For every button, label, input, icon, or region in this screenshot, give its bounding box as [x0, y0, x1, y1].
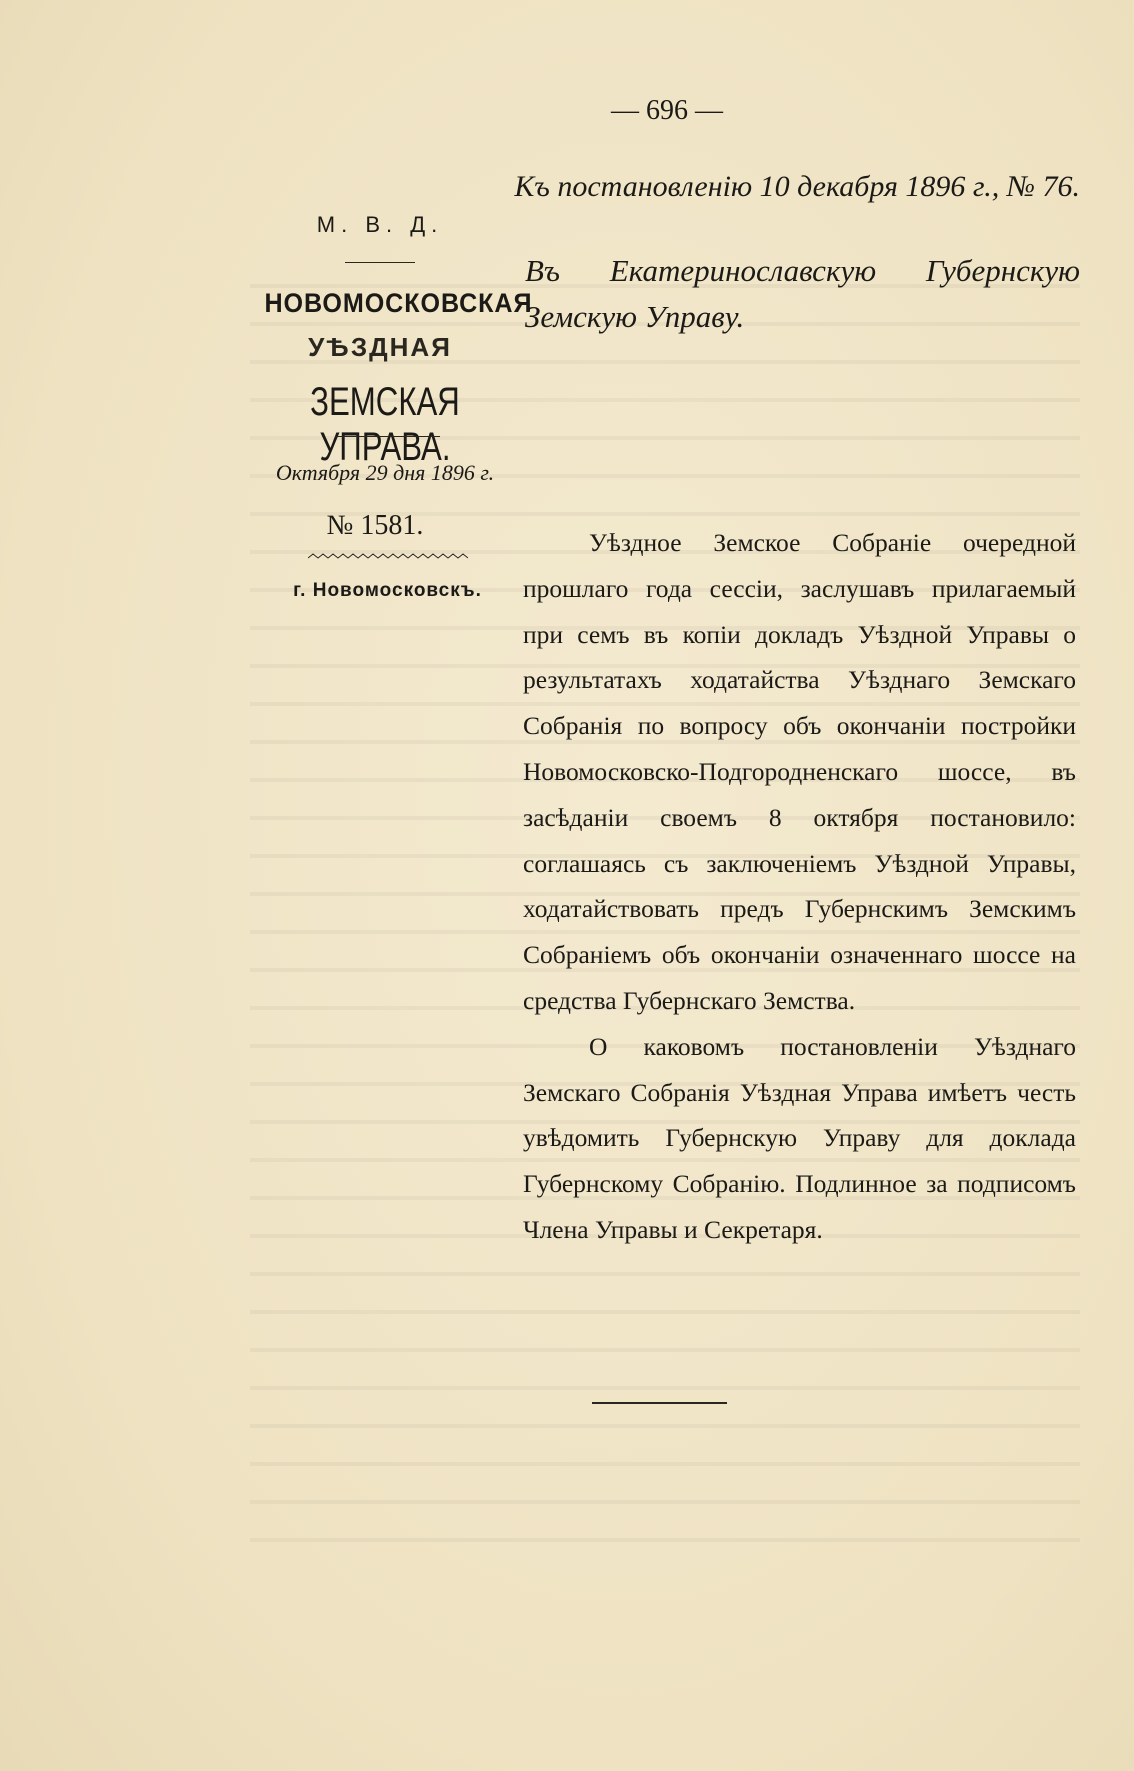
letterhead-rule-bottom — [335, 436, 440, 437]
reference-line: Къ постановленію 10 декабря 1896 г., № 76. — [514, 170, 1080, 203]
letter-body — [523, 520, 1076, 1253]
body-paragraph-2: О каковомъ постановленіи Уѣзднаго Земскаго Собранія Уѣздная Управа имѣетъ честь увѣдомить Губернскую Управу для доклада Губернскому Собранію. Подлинное за подписомъ Члена Управы и Секретаря. — [523, 1031, 1076, 1244]
org-name-line2: УѢЗДНАЯ — [308, 332, 452, 362]
org-name-line1: НОВОМОСКОВСКАЯ — [264, 288, 533, 318]
letter-date: Октября 29 дня 1896 г. — [275, 460, 495, 485]
ministry-abbrev: М. В. Д. — [316, 212, 444, 237]
page-number: — 696 — — [611, 95, 723, 126]
letter-number: № 1581. — [326, 510, 424, 541]
org-name-line3: ЗЕМСКАЯ УПРАВА. — [310, 380, 460, 469]
body-paragraph-1: Уѣздное Земское Собраніе очередной прошлаго года сессіи, заслушавъ прилагаемый при семъ въ копіи докладъ Уѣздной Управы о результатахъ ходатайства Уѣзднаго Земскаго Собранія по вопросу объ окончаніи постройки Новомосковско-Подгородненскаго шоссе, въ засѣданіи своемъ 8 октября постановило: соглашаясь съ заключеніемъ Уѣздной Управы, ходатайствовать предъ Губернскимъ Земскимъ Собраніемъ объ окончаніи означеннаго шоссе на средства Губернскаго Земства. — [523, 528, 1076, 1015]
zigzag-ornament — [308, 552, 468, 560]
letterhead-rule-top — [345, 262, 415, 263]
city-name: г. Новомосковскъ. — [293, 580, 482, 601]
closing-rule — [592, 1402, 727, 1404]
addressee: Въ Екатеринославскую Губернскую Земскую Управу. — [525, 253, 1080, 334]
